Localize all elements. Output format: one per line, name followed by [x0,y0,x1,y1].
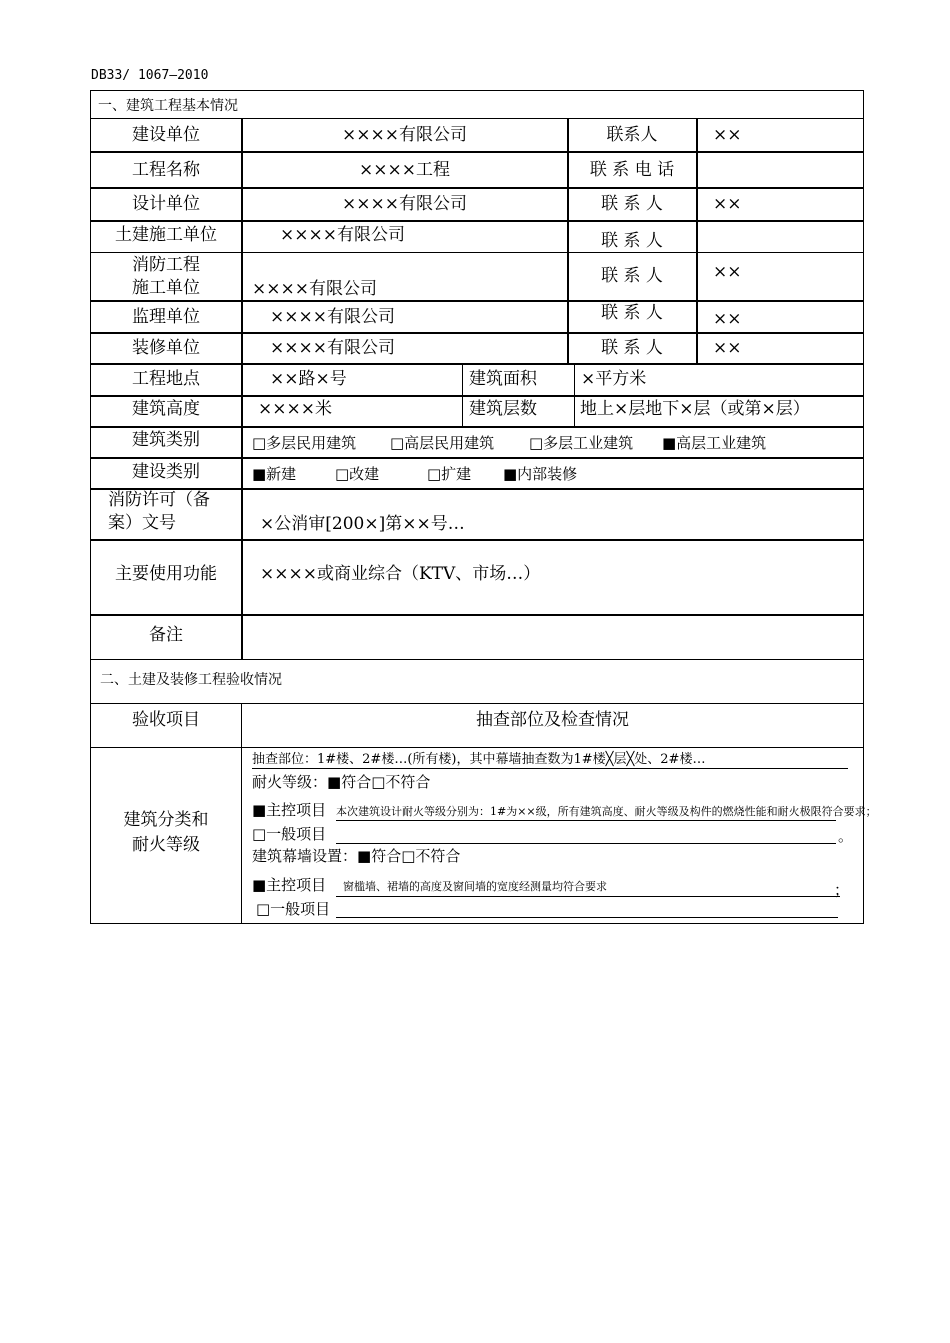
construction-type-option[interactable]: □扩建 [427,465,472,483]
item-label-line2: 耐火等级 [132,835,200,855]
contact-label: 联 系 人 [601,194,663,214]
column-divider [574,363,575,426]
item-label-line1: 建筑分类和 [123,810,209,830]
row-divider [90,151,864,153]
row-divider [90,300,864,302]
decoration-unit-label: 装修单位 [132,338,200,358]
check-status-header: 抽查部位及检查情况 [476,710,629,730]
underline [336,843,836,844]
curtain-wall-title: 建筑幕墙设置： [252,847,358,865]
supervision-unit-value: ××××有限公司 [270,307,395,327]
fire-unit-label-line2: 施工单位 [132,278,200,298]
contact-phone-label: 联 系 电 话 [589,160,675,180]
function-value: ××××或商业综合（KTV、市场…） [260,564,541,584]
section-2-title: 二、土建及装修工程验收情况 [100,672,282,688]
design-unit-label: 设计单位 [132,194,200,214]
row-divider [90,220,864,222]
underline [336,896,840,897]
curtain-main-item-end: ； [834,881,850,899]
curtain-wall-line [252,846,460,866]
row-divider [90,614,864,616]
row-divider [90,118,864,119]
contact-label: 联 系 人 [601,231,663,251]
underline [252,768,848,769]
building-category-option[interactable]: □多层民用建筑 [252,434,357,452]
contact-value: ×× [713,309,742,329]
height-label: 建筑高度 [132,399,200,419]
fire-rating-options[interactable]: ■符合□不符合 [327,773,431,791]
row-divider [90,426,864,428]
building-category-label: 建筑类别 [132,430,200,450]
building-category-option[interactable]: □高层民用建筑 [390,434,495,452]
row-divider [90,363,864,365]
project-name-label: 工程名称 [132,160,200,180]
column-divider [241,703,242,924]
row-divider [90,252,864,253]
underline [336,917,838,918]
construction-unit-label: 建设单位 [132,125,200,145]
height-value: ××××米 [258,399,332,419]
design-unit-value: ××××有限公司 [342,194,467,214]
project-name-value: ××××工程 [359,160,450,180]
building-category-option[interactable]: □多层工业建筑 [529,434,634,452]
floors-value: 地上×层地下×层（或第×层） [580,399,810,419]
contact-label: 联 系 人 [601,266,663,286]
main-item-label[interactable]: ■主控项目 [252,801,327,819]
underline [336,820,836,821]
location-label: 工程地点 [132,369,200,389]
row-divider [90,703,864,704]
permit-label-line1: 消防许可（备 [108,490,210,510]
function-label: 主要使用功能 [115,564,217,584]
location-value: ××路×号 [270,369,347,389]
curtain-main-item-label[interactable]: ■主控项目 [252,876,327,894]
floors-label: 建筑层数 [469,399,537,419]
contact-label: 联 系 人 [601,303,663,323]
contact-value: ×× [713,125,742,145]
fire-rating-title: 耐火等级： [252,773,328,791]
column-divider [462,363,463,426]
construction-type-option[interactable]: ■新建 [252,465,297,483]
column-divider [696,118,698,363]
civil-unit-value: ××××有限公司 [280,225,405,245]
construction-type-option[interactable]: □改建 [335,465,380,483]
contact-label: 联系人 [606,125,658,145]
curtain-general-item-label[interactable]: □一般项目 [256,900,331,918]
row-divider [90,457,864,459]
curtain-wall-options[interactable]: ■符合□不符合 [357,847,461,865]
civil-unit-label: 土建施工单位 [115,225,217,245]
document-code: DB33/ 1067—2010 [91,68,209,83]
remarks-label: 备注 [149,625,183,645]
fire-unit-value: ××××有限公司 [252,279,377,299]
contact-label: 联 系 人 [601,338,663,358]
contact-value: ×× [713,338,742,358]
fire-unit-label-line1: 消防工程 [132,255,200,275]
permit-value: ×公消审[200×]第××号… [260,514,465,534]
building-category-option[interactable]: ■高层工业建筑 [662,434,767,452]
area-value: ×平方米 [581,369,647,389]
contact-value: ×× [713,262,742,282]
main-item-text: 本次建筑设计耐火等级分别为：1#为××级，所有建筑高度、耐火等级及构件的燃烧性能和耐火极限符合要求； [336,805,877,818]
general-item-label[interactable]: □一般项目 [252,825,327,843]
section-1-title: 一、建筑工程基本情况 [98,98,238,114]
acceptance-item-header: 验收项目 [132,710,200,730]
row-divider [90,332,864,334]
fire-rating-line [252,772,430,792]
curtain-main-item-text: 窗槛墙、裙墙的高度及窗间墙的宽度经测量均符合要求 [343,880,607,893]
row-divider [90,659,864,660]
row-divider [90,395,864,397]
decoration-unit-value: ××××有限公司 [270,338,395,358]
row-divider [90,187,864,189]
supervision-unit-label: 监理单位 [132,307,200,327]
general-item-end: 。 [838,827,854,845]
construction-type-label: 建设类别 [132,462,200,482]
row-divider [90,539,864,541]
spot-check-text: 抽查部位：1#楼、2#楼…(所有楼)，其中幕墙抽查数为1#楼╳层╳处、2#楼… [252,752,706,767]
permit-label-line2: 案）文号 [108,513,176,533]
contact-value: ×× [713,194,742,214]
construction-unit-value: ××××有限公司 [342,125,467,145]
construction-type-option[interactable]: ■内部装修 [503,465,578,483]
row-divider [90,747,864,748]
area-label: 建筑面积 [469,369,537,389]
